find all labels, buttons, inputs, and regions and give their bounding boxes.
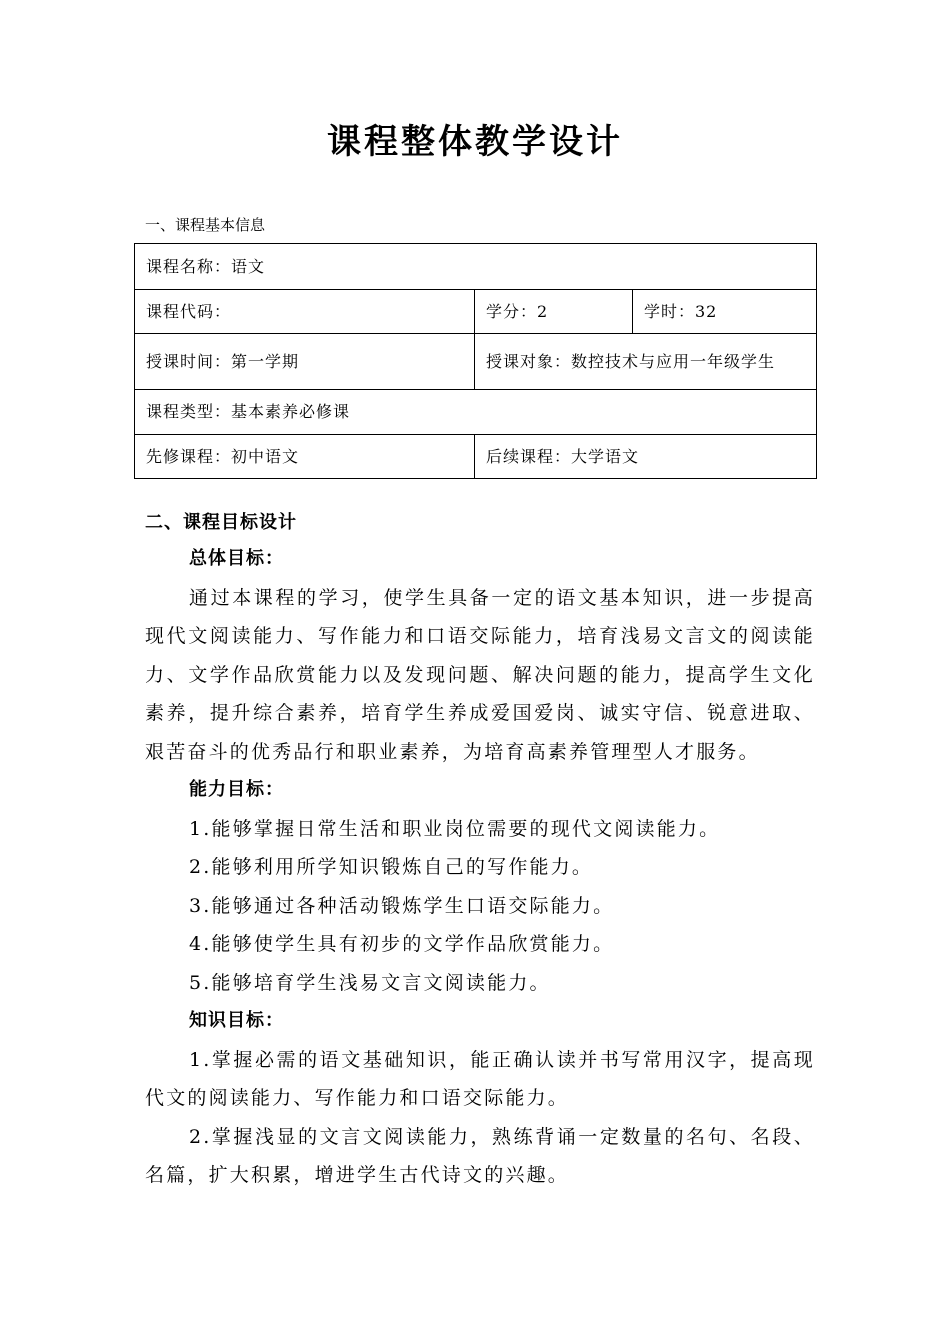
ability-goal-heading: 能力目标： (189, 779, 284, 800)
course-code-cell: 课程代码： (135, 290, 475, 334)
table-row (135, 290, 817, 334)
table-row (135, 435, 817, 479)
prerequisite-cell: 先修课程：初中语文 (135, 435, 475, 479)
goals-body (145, 540, 815, 1195)
table-row (135, 244, 817, 290)
page-title: 课程整体教学设计 (327, 122, 623, 162)
table-row (135, 390, 817, 435)
follow-up-cell: 后续课程：大学语文 (475, 435, 817, 479)
list-item: 1.掌握必需的语文基础知识，能正确认读并书写常用汉字，提高现代文的阅读能力、写作能力和口语交际能力。 (145, 1048, 815, 1109)
teaching-time-cell: 授课时间：第一学期 (135, 334, 475, 390)
section-heading-goal-design: 二、课程目标设计 (145, 512, 297, 533)
list-item: 2.掌握浅显的文言文阅读能力，熟练背诵一定数量的名句、名段、名篇，扩大积累，增进学生古代诗文的兴趣。 (145, 1125, 815, 1186)
list-item: 3.能够通过各种活动锻炼学生口语交际能力。 (189, 894, 615, 917)
course-type-cell: 课程类型：基本素养必修课 (135, 390, 817, 435)
overall-goal-heading: 总体目标： (189, 548, 284, 569)
course-info-table (134, 243, 817, 479)
list-item: 5.能够培育学生浅易文言文阅读能力。 (189, 971, 551, 994)
knowledge-goal-heading: 知识目标： (189, 1010, 284, 1031)
list-item: 1.能够掌握日常生活和职业岗位需要的现代文阅读能力。 (189, 817, 721, 840)
section-heading-basic-info: 一、课程基本信息 (145, 216, 266, 234)
table-row (135, 334, 817, 390)
list-item: 2.能够利用所学知识锻炼自己的写作能力。 (189, 856, 594, 878)
hours-cell: 学时：32 (633, 290, 817, 334)
list-item: 4.能够使学生具有初步的文学作品欣赏能力。 (189, 933, 615, 955)
overall-goal-text: 通过本课程的学习，使学生具备一定的语文基本知识，进一步提高现代文阅读能力、写作能力和口语交际能力，培育浅易文言文的阅读能力、文学作品欣赏能力以及发现问题、解决问题的能力，提高学生文化素养，提升综合素养，培育学生养成爱国爱岗、诚实守信、锐意进取、艰苦奋斗的优秀品行和职业素养，为培育高素养管理型人才服务。 (145, 586, 815, 763)
credits-cell: 学分：2 (475, 290, 633, 334)
teaching-target-cell: 授课对象：数控技术与应用一年级学生 (475, 334, 817, 390)
course-name-cell: 课程名称：语文 (135, 244, 817, 290)
